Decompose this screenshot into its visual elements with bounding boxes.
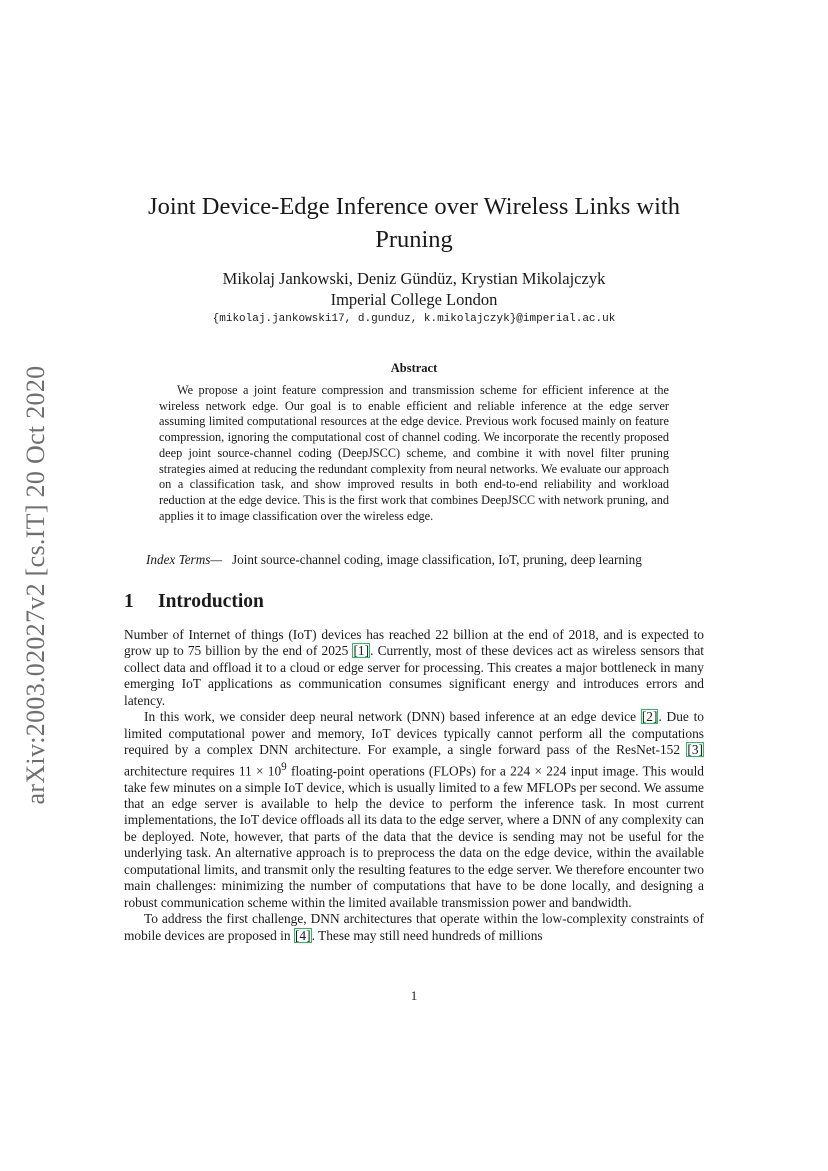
- author-list: Mikolaj Jankowski, Deniz Gündüz, Krystian Mikolajczyk: [222, 269, 606, 288]
- section-title: Introduction: [158, 591, 264, 612]
- author-emails: {mikolaj.jankowski17, d.gunduz, k.mikolajczyk}@imperial.ac.uk: [212, 313, 616, 325]
- paragraph-text: architecture requires 11 × 10: [124, 763, 282, 779]
- paragraph-1: [124, 627, 704, 709]
- section-number: 1: [124, 591, 134, 612]
- index-terms: [146, 551, 726, 568]
- citation-link[interactable]: [4]: [294, 927, 311, 943]
- index-terms-text: Joint source-channel coding, image classification, IoT, pruning, deep learning: [231, 552, 642, 567]
- citation-link[interactable]: [3]: [687, 742, 703, 758]
- affiliation: Imperial College London: [330, 290, 498, 309]
- paragraph-text: . Due to limited computational power and memory, IoT devices typically cannot perform all the computations required by a complex DNN architecture. For example, a single forward pass of the ResNet-152: [124, 709, 704, 758]
- paragraph-text: Number of Internet of things (IoT) devices has reached 22 billion at the end of 2018, and is expected to grow up to 75 billion by the end of 2025: [124, 627, 704, 659]
- citation-link[interactable]: [1]: [353, 643, 370, 659]
- section-body: [124, 627, 704, 944]
- paragraph-text: . These may still need hundreds of millions: [311, 927, 543, 943]
- paragraph-text: In this work, we consider deep neural network (DNN) based inference at an edge device: [144, 709, 641, 725]
- paper-title: Joint Device-Edge Inference over Wireless Links with Pruning: [148, 193, 680, 253]
- arxiv-identifier: arXiv:2003.02027v2 [cs.IT] 20 Oct 2020: [21, 365, 50, 805]
- paragraph-text: . Currently, most of these devices act as wireless sensors that collect data and offload it to a cloud or edge server for processing. This creates a major bottleneck in many emerging IoT applications as communication consumes significant energy and introduces errors and latency.: [124, 643, 704, 708]
- citation-link[interactable]: [2]: [641, 709, 658, 725]
- index-terms-label: Index Terms—: [146, 552, 223, 567]
- abstract-heading: Abstract: [390, 361, 438, 375]
- paragraph-text: To address the first challenge, DNN architectures that operate within the low-complexity constraints of mobile devices are proposed in: [124, 911, 704, 943]
- abstract-text: We propose a joint feature compression and transmission scheme for efficient inference at the wireless network edge. Our goal is to enable efficient and reliable inference at the edge server assuming limited computational resources at the edge device. Previous work focused mainly on feature compression, ignoring the computational cost of channel coding. We incorporate the recently proposed deep joint source-channel coding (DeepJSCC) scheme, and combine it with novel filter pruning strategies aimed at reducing the redundant complexity from neural networks. We evaluate our approach on a classification task, and show improved results in both end-to-end reliability and workload reduction at the edge device. This is the first work that combines DeepJSCC with network pruning, and applies it to image classification over the wireless edge.: [159, 383, 669, 523]
- paragraph-2: [124, 709, 704, 911]
- section-heading: [124, 591, 704, 613]
- superscript-exponent: 9: [281, 760, 287, 773]
- paragraph-text: floating-point operations (FLOPs) for a 224 × 224 input image. This would take few minutes on a simple IoT device, which is usually limited to a few MFLOPs per second. We assume that an edge server is available to help the device to perform the inference task. In most current implementations, the IoT device offloads all its data to the edge server, where a DNN of any complexity can be deployed. Note, however, that parts of the data that the device is sending may not be useful for the underlying task. An alternative approach is to preprocess the data on the edge device, within the available computational limits, and transmit only the resulting features to the edge server. We therefore encounter two main challenges: minimizing the number of computations that have to be done locally, and designing a robust communication scheme within the limited available transmission power and bandwidth.: [124, 763, 704, 910]
- page-number: 1: [410, 988, 418, 1003]
- paragraph-3: [124, 911, 704, 944]
